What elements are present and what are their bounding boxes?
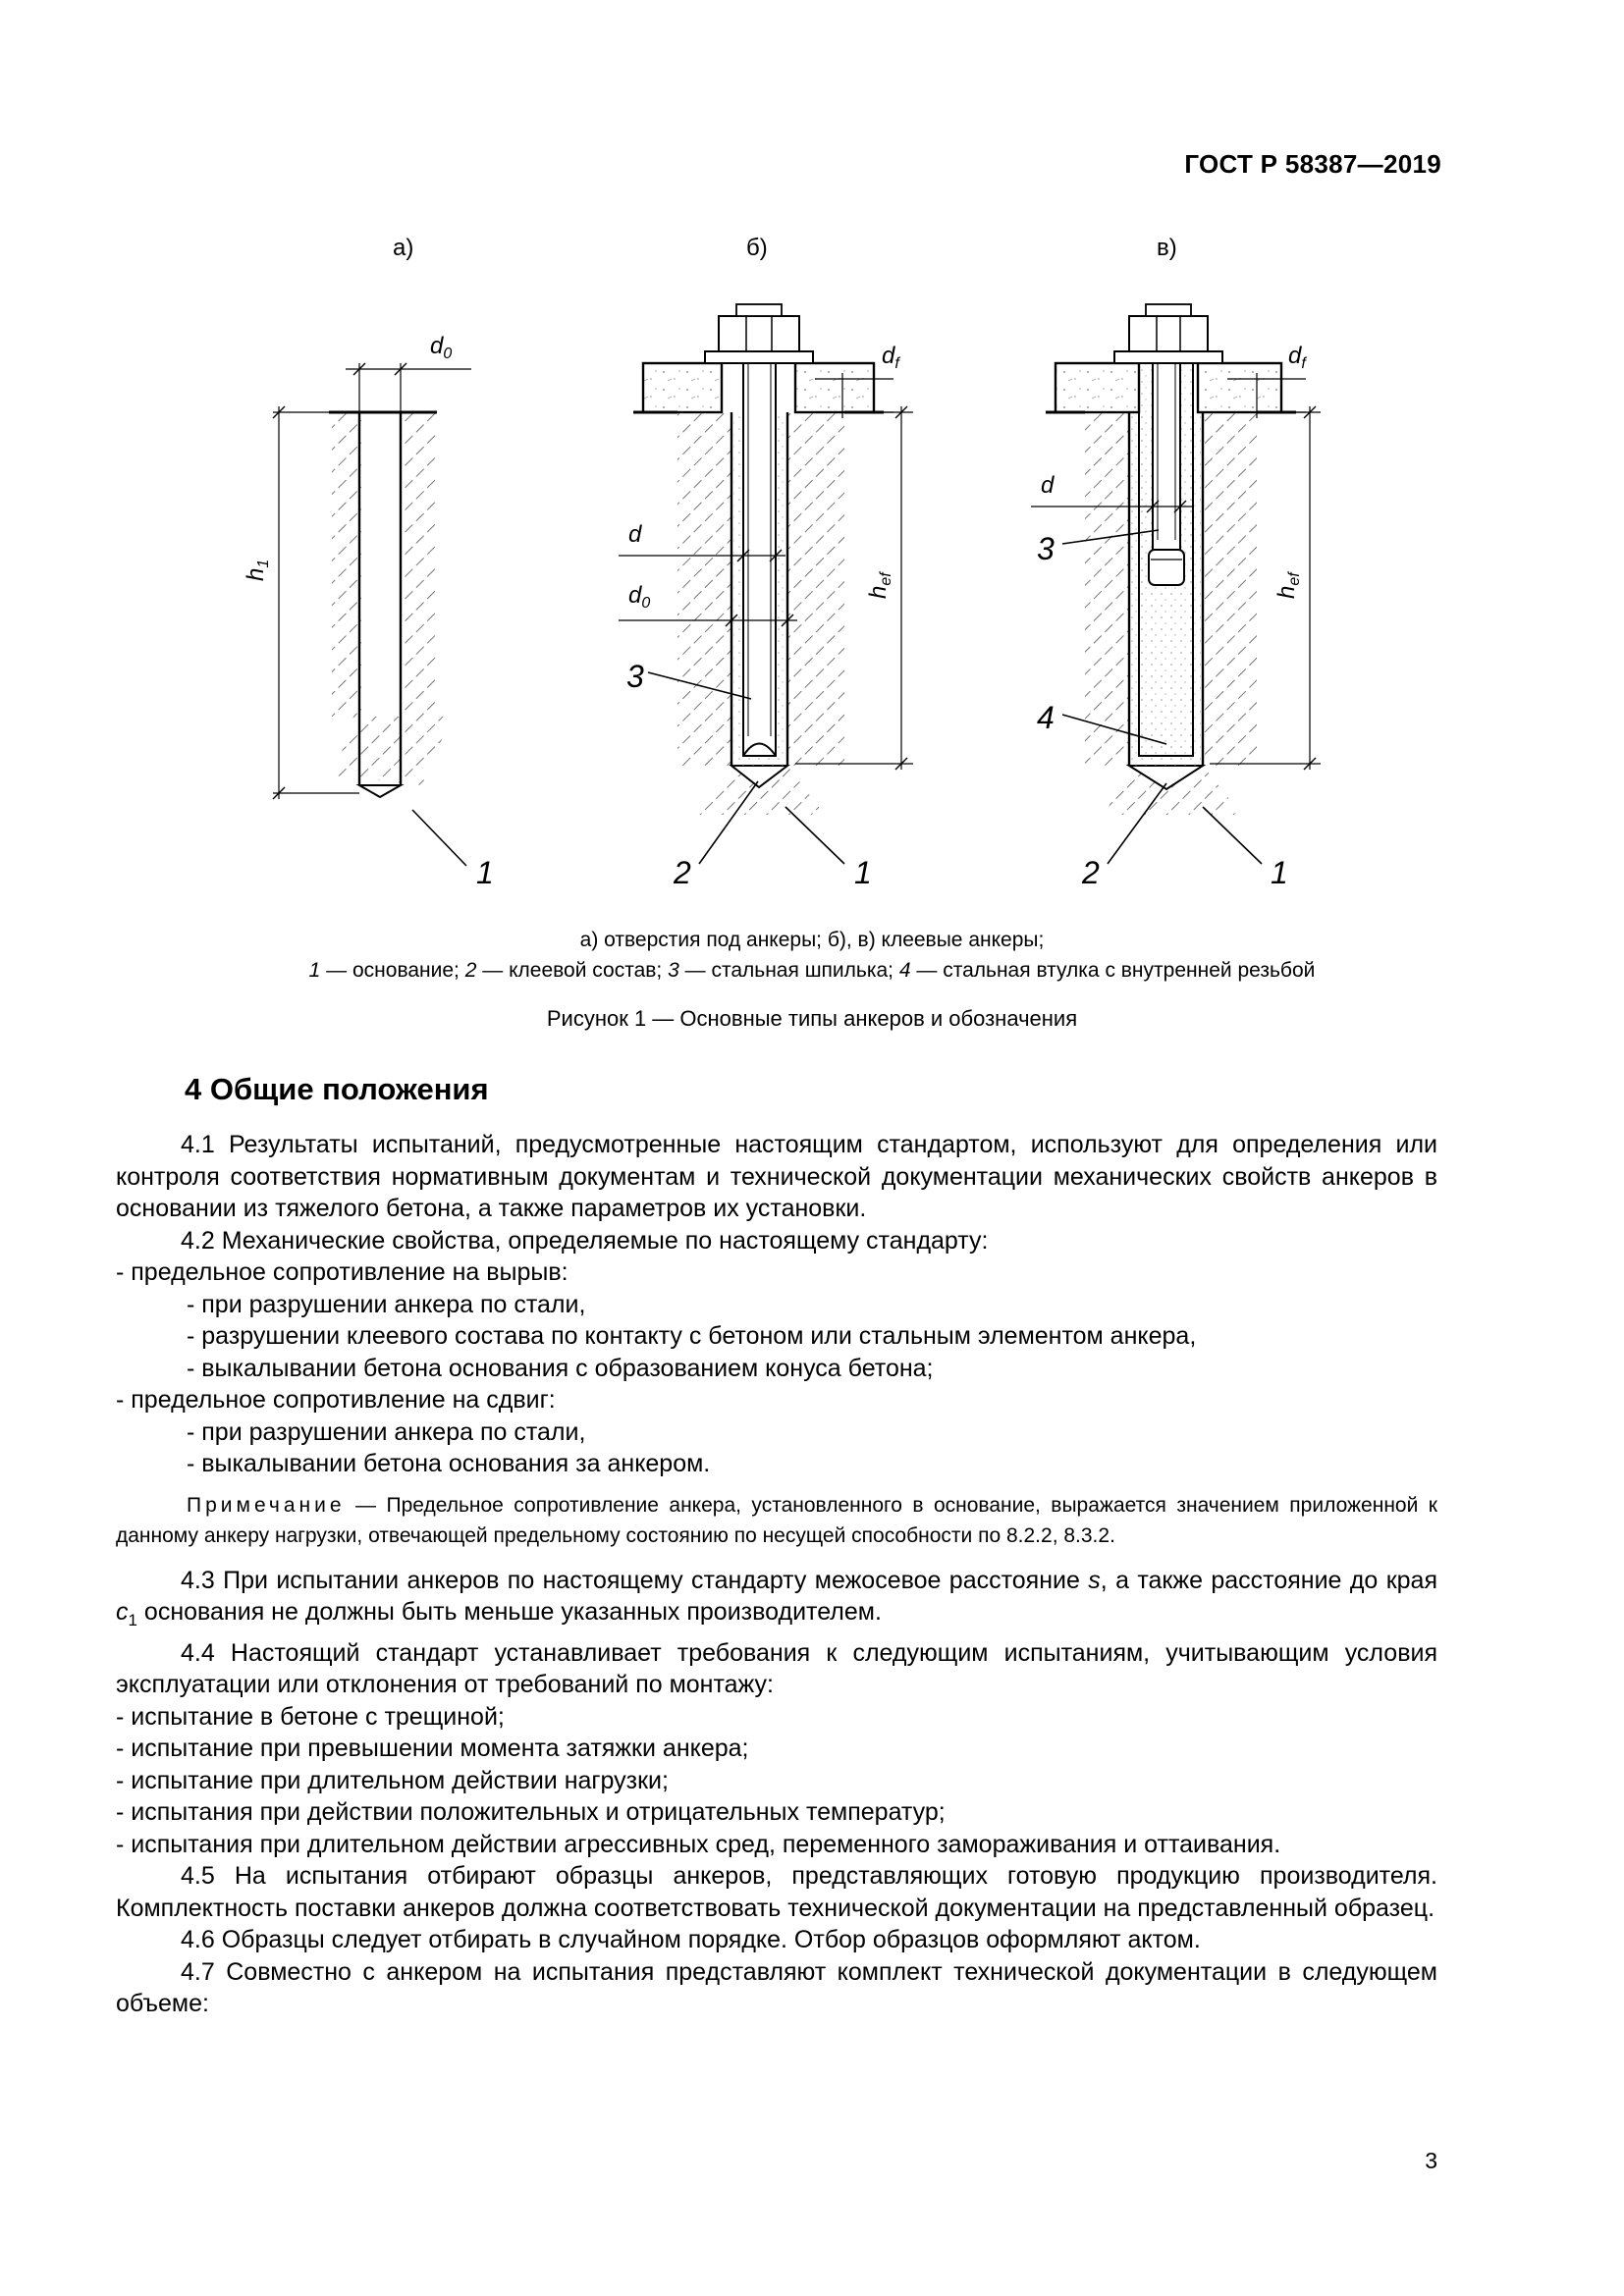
label-2-b: 2 (674, 855, 691, 890)
label-hef-b: $h_{ef}$ (865, 572, 894, 599)
label-h1: $h_1$ (243, 559, 272, 581)
label-2-c: 2 (1082, 855, 1100, 890)
anchor-diagram (0, 226, 1624, 913)
list-b-head: - предельное сопротивление на сдвиг: (116, 1386, 556, 1414)
note-text: — Предельное сопротивление анкера, установленного в основание, выражается значением приложенной к данному анкеру нагрузки, отвечающей предельному состоянию по несущей способности по 8.2.2, 8.3.2. (116, 1493, 1437, 1547)
label-4-c: 4 (1037, 700, 1055, 735)
label-hef-c: $h_{ef}$ (1273, 572, 1303, 599)
label-d-c: d (1041, 472, 1055, 499)
page-number: 3 (1425, 2148, 1437, 2173)
paragraph-4-4: 4.4 Настоящий стандарт устанавливает требования к следующим испытаниям, учитывающим условия эксплуатации или отклонения от требований по монтажу: (116, 1638, 1437, 1698)
figure-caption-line1: а) отверстия под анкеры; б), в) клеевые анкеры; (579, 929, 1045, 951)
panel-b-adhesive-anchor-stud (619, 304, 913, 890)
list-item: - при разрушении анкера по стали, (187, 1290, 586, 1318)
legend-num-3: 3 (668, 959, 679, 982)
legend-num-4: 4 (898, 959, 911, 982)
note (116, 1490, 1437, 1551)
label-df-b: $d_f$ (882, 343, 899, 372)
list-item: - выкалывании бетона основания за анкером. (187, 1450, 711, 1477)
panel-a-drill-hole (243, 333, 494, 890)
list-item: - выкалывании бетона основания с образованием конуса бетона; (187, 1354, 934, 1382)
list-item: - разрушении клеевого состава по контакту с бетоном или стальным элементом анкера, (187, 1322, 1197, 1350)
paragraph-4-7: 4.7 Совместно с анкером на испытания представляют комплект технической документации в следующем объеме: (116, 1957, 1437, 2017)
panel-label-b: б) (746, 235, 768, 261)
list-item: - при разрушении анкера по стали, (187, 1417, 586, 1446)
label-df-c: $d_f$ (1288, 343, 1306, 372)
figure-title: Рисунок 1 — Основные типы анкеров и обозначения (546, 1006, 1078, 1031)
legend-text-1: — основание; (320, 959, 465, 982)
paragraph-4-6: 4.6 Образцы следует отбирать в случайном порядке. Отбор образцов оформляют актом. (181, 1926, 1201, 1953)
label-1-b: 1 (854, 855, 872, 890)
label-d0-b: $d_0$ (628, 582, 651, 612)
panel-label-c: в) (1157, 235, 1177, 261)
list-item: - испытание при превышении момента затяжки анкера; (116, 1735, 749, 1762)
document-code: ГОСТ Р 58387—2019 (1184, 149, 1441, 179)
panel-label-a: а) (393, 235, 414, 261)
figure-anchor-types (0, 226, 1624, 913)
section-body (116, 1129, 1437, 2020)
legend-text-3: — стальная шпилька; (678, 959, 899, 982)
list-a-head: - предельное сопротивление на вырыв: (116, 1258, 568, 1286)
panel-c-adhesive-anchor-sleeve (1031, 304, 1321, 890)
label-d0-a: $d_0$ (430, 333, 453, 362)
paragraph-4-5: 4.5 На испытания отбирают образцы анкеров, представляющих готовую продукцию производителя. Комплектность поставки анкеров должна соответствовать технической документации на представленный образец. (116, 1862, 1437, 1922)
label-3-c: 3 (1037, 531, 1055, 566)
label-d-b: d (628, 521, 642, 548)
figure-legend (0, 955, 1624, 986)
label-1-a: 1 (476, 855, 494, 890)
paragraph-4-3: 4.3 При испытании анкеров по настоящему стандарту межосевое расстояние s, а также расстояние до края $c_1$ основания не должны быть меньше указанных производителем. (116, 1566, 1437, 1629)
label-3-b: 3 (626, 659, 644, 694)
list-item: - испытание в бетоне с трещиной; (116, 1702, 505, 1731)
legend-text-4: — стальная втулка с внутренней резьбой (910, 959, 1316, 982)
legend-num-2: 2 (464, 959, 477, 982)
paragraph-4-2: 4.2 Механические свойства, определяемые по настоящему стандарту: (181, 1226, 989, 1255)
label-1-c: 1 (1271, 855, 1288, 890)
list-item: - испытания при действии положительных и отрицательных температур; (116, 1798, 946, 1826)
list-item: - испытание при длительном действии нагрузки; (116, 1766, 669, 1794)
paragraph-4-1: 4.1 Результаты испытаний, предусмотренные настоящим стандартом, используют для определения или контроля соответствия нормативным документам и технической документации механических свойств анкеров в основании из тяжелого бетона, а также параметров их установки. (116, 1131, 1437, 1222)
legend-text-2: — клеевой состав; (476, 959, 669, 982)
list-item: - испытания при длительном действии агрессивных сред, переменного замораживания и оттаивания. (116, 1830, 1281, 1858)
section-title: 4 Общие положения (185, 1072, 489, 1106)
figure-caption-legend (0, 925, 1624, 986)
note-label: Примечание (187, 1493, 346, 1517)
legend-num-1: 1 (308, 959, 321, 982)
